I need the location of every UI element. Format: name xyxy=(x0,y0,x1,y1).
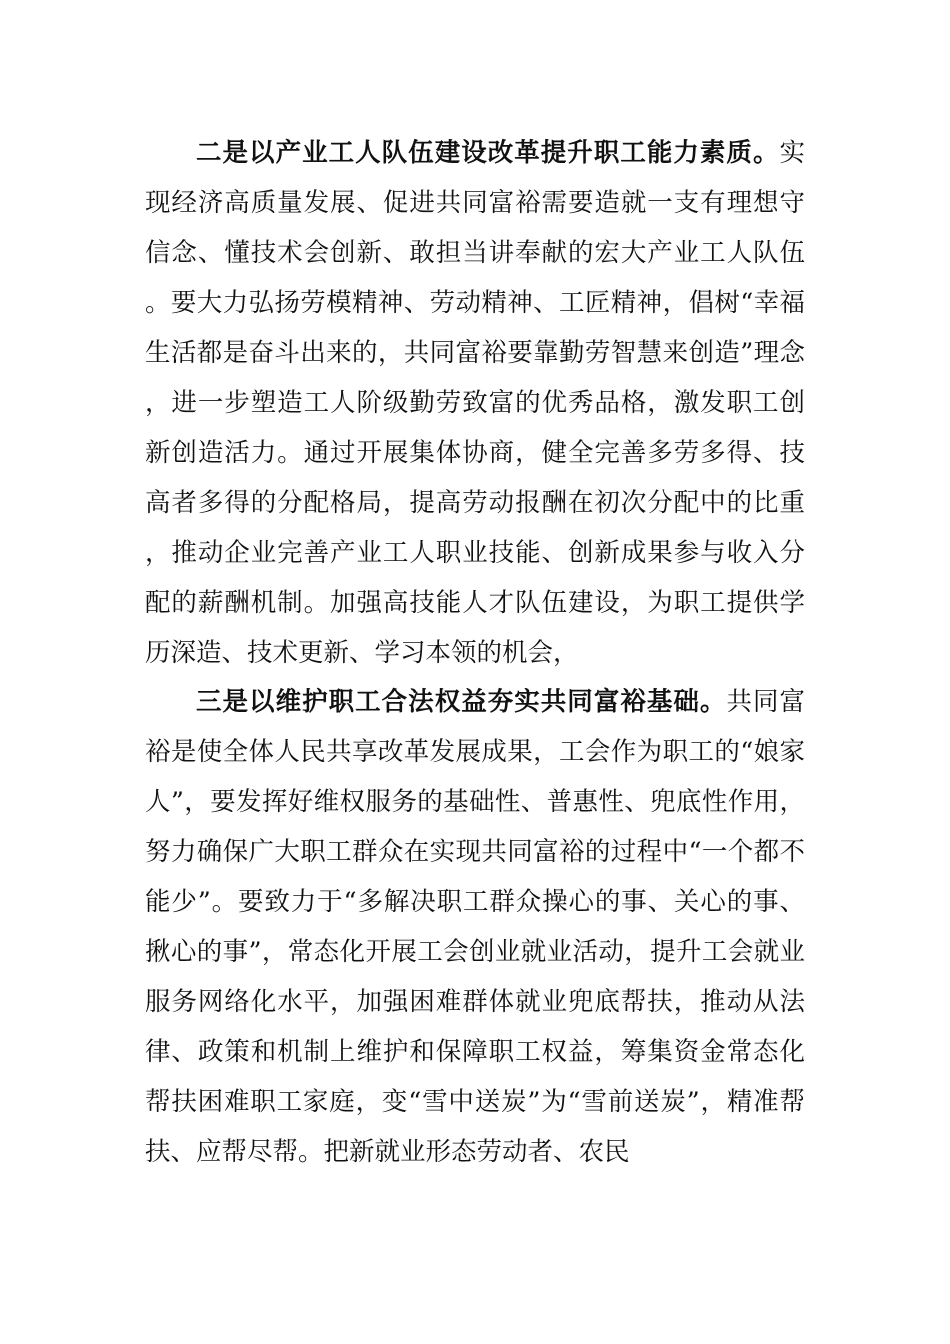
paragraph-body: 共同富裕是使全体人民共享改革发展成果，工会作为职工的“娘家人”，要发挥好维权服务的基础性、普惠性、兜底性作用，努力确保广大职工群众在实现共同富裕的过程中“一个都不能少”。要致力于“多解决职工群众操心的事、关心的事、揪心的事”，常态化开展工会创业就业活动，提升工会就业服务网络化水平，加强困难群体就业兜底帮扶，推动从法律、政策和机制上维护和保障职工权益，筹集资金常态化帮扶困难职工家庭，变“雪中送炭”为“雪前送炭”，精准帮扶、应帮尽帮。把新就业形态劳动者、农民 xyxy=(145,687,805,1167)
paragraph-skills xyxy=(145,128,805,678)
paragraph-heading: 三是以维护职工合法权益夯实共同富裕基础。 xyxy=(196,687,727,717)
paragraph-rights xyxy=(145,677,805,1177)
paragraph-heading: 二是以产业工人队伍建设改革提升职工能力素质。 xyxy=(196,138,780,168)
paragraph-body: 实现经济高质量发展、促进共同富裕需要造就一支有理想守信念、懂技术会创新、敢担当讲奉献的宏大产业工人队伍。要大力弘扬劳模精神、劳动精神、工匠精神，倡树“幸福生活都是奋斗出来的，共同富裕要靠勤劳智慧来创造”理念，进一步塑造工人阶级勤劳致富的优秀品格，激发职工创新创造活力。通过开展集体协商，健全完善多劳多得、技高者多得的分配格局，提高劳动报酬在初次分配中的比重，推动企业完善产业工人职业技能、创新成果参与收入分配的薪酬机制。加强高技能人才队伍建设，为职工提供学历深造、技术更新、学习本领的机会， xyxy=(145,138,805,668)
